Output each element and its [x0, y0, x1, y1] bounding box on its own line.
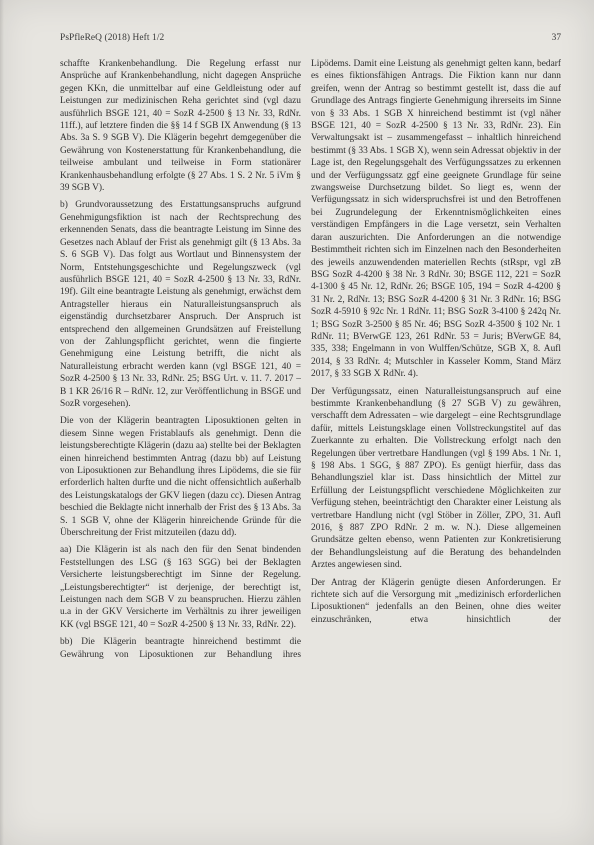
paragraph-bb-sufficiently-specific-application: bb) Die Klägerin beantragte hinreichend bestimmt die Gewährung von Liposuktionen zur Behandlung ihres — [60, 637, 301, 660]
paragraph-aa-entitled-person: aa) Die Klägerin ist als nach den für den Senat bindenden Feststellungen des LSG (§ 163 SGG) bei der Beklagten Versicherte leistungsberechtigt im Sinne der Regelung. „Leistungsberechtigter“ ist derjenige, der berechtigt ist, Leistungen nach dem SGB V zu beanspruchen. Hierzu zählen u.a in der GKV Versicherte im Verhältnis zu ihrer jeweiligen KK (vgl BSGE 121, 40 = SozR 4-2500 § 13 Nr. 33, RdNr. 22). — [60, 545, 301, 630]
paragraph-scope-of-regulation: schaffte Krankenbehandlung. Die Regelung erfasst nur Ansprüche auf Krankenbehandlung, nicht dagegen Ansprüche gegen KKn, die unmittelbar auf eine Geldleistung oder auf Leistungen zur medizinischen Reha gerichtet sind (vgl dazu ausführlich BSGE 121, 40 = SozR 4-2500 § 13 Nr. 33, RdNr. 11ff.), auf letztere finden die §§ 14 f SGB IX Anwendung (§ 13 Abs. 3a S. 9 SGB V). Die Klägerin begehrt demgegenüber die Gewährung von Kostenerstattung für Krankenbehandlung, die teilweise ambulant und teilweise in Form stationärer Krankenhausbehandlung erfolgte (§ 27 Abs. 1 S. 2 Nr. 5 iVm § 39 SGB V). — [60, 59, 301, 194]
scan-edge-shadow — [0, 0, 4, 845]
paragraph-plaintiff-application: Der Antrag der Klägerin genügte diesen Anforderungen. Er richtete sich auf die Versorgung mit „medizinisch erforderlichen Liposuktionen“ jedenfalls an den Beinen, ohne dies weiter einzuschränken, etwa hinsichtlich der — [311, 577, 561, 625]
paragraph-fictitious-approval-application: Lipödems. Damit eine Leistung als genehmigt gelten kann, bedarf es eines fiktionsfähigen Antrags. Die Fiktion kann nur dann greifen, wenn der Antrag so bestimmt gestellt ist, dass die auf Grundlage des Antrags fingierte Genehmigung ihrerseits im Sinne von § 33 Abs. 1 SGB X hinreichend bestimmt ist (vgl näher BSGE 121, 40 = SozR 4-2500 § 13 Nr. 33, RdNr. 23). Ein Verwaltungsakt ist – zusammengefasst – inhaltlich hinreichend bestimmt (§ 33 Abs. 1 SGB X), wenn sein Adressat objektiv in der Lage ist, den Regelungsgehalt des Verfügungssatzes zu erkennen und der Verfügungssatz ggf eine geeignete Grundlage für seine zwangsweise Durchsetzung bildet. So liegt es, wenn der Verfügungssatz in sich widerspruchsfrei ist und den Betroffenen bei Zugrundelegung der Erkenntnismöglichkeiten eines verständigen Empfängers in die Lage versetzt, sein Verhalten daran auszurichten. Die Anforderungen an die notwendige Bestimmtheit richten sich im Einzelnen nach den Besonderheiten des jeweils anzuwendenden materiellen Rechts (stRspr, vgl zB BSG SozR 4-4200 § 38 Nr. 3 RdNr. 30; BSGE 112, 221 = SozR 4-1300 § 45 Nr. 12, RdNr. 26; BSGE 105, 194 = SozR 4-4200 § 31 Nr. 2, RdNr. 13; BSG SozR 4-4200 § 31 Nr. 3 RdNr. 16; BSG SozR 4-5910 § 92c Nr. 1 RdNr. 11; BSG SozR 3-4100 § 242q Nr. 1; BSG SozR 3-2500 § 85 Nr. 46; BSG SozR 4-3500 § 102 Nr. 1 RdNr. 11; BVerwGE 123, 261 RdNr. 53 = Juris; BVerwGE 84, 335, 338; Engelmann in von Wulffen/Schütze, SGB X, 8. Aufl 2014, § 33 RdNr. 4; Mutschler in Kasseler Komm, Stand März 2017, § 33 SGB X RdNr. 4). — [311, 59, 561, 380]
paragraph-b-basic-requirement: b) Grundvoraussetzung des Erstattungsanspruchs aufgrund Genehmigungsfiktion ist nach der Rechtsprechung des erkennenden Senats, dass die beantragte Leistung im Sinne des Gesetzes nach Ablauf der Frist als genehmigt gilt (§ 13 Abs. 3a S. 6 SGB V). Das folgt aus Wortlaut und Binnensystem der Norm, Entstehungsgeschichte und Regelungszweck (vgl ausführlich BSGE 121, 40 = SozR 4-2500 § 13 Nr. 33, RdNr. 19f). Gilt eine beantragte Leistung als genehmigt, erwächst dem Antragsteller hieraus ein Naturalleistungsanspruch als eigenständig durchsetzbarer Anspruch. Der Anspruch ist entsprechend den allgemeinen Grundsätzen auf Freistellung von der Zahlungspflicht gerichtet, wenn die fingierte Genehmigung eine Leistung betrifft, die nicht als Naturalleistung erbracht werden kann (vgl BSGE 121, 40 = SozR 4-2500 § 13 Nr. 33, RdNr. 25; BSG Urt. v. 11. 7. 2017 – B 1 KR 26/16 R – RdNr. 12, zur Veröffentlichung in BSGE und SozR vorgesehen). — [60, 200, 301, 409]
paragraph-liposuction-deemed-approved: Die von der Klägerin beantragten Liposuktionen gelten in diesem Sinne wegen Fristablaufs als genehmigt. Denn die leistungsberechtigte Klägerin (dazu aa) stellte bei der Beklagten einen hinreichend bestimmten Antrag (dazu bb) auf Leistung von Liposuktionen zur Behandlung ihres Lipödems, die sie für erforderlich halten durfte und die nicht offensichtlich außerhalb des Leistungskatalogs der GKV liegen (dazu cc). Diesen Antrag beschied die Beklagte nicht innerhalb der Frist des § 13 Abs. 3a S. 1 SGB V, ohne der Klägerin hinreichende Gründe für die Überschreitung der Frist mitzuteilen (dazu dd). — [60, 416, 301, 539]
running-head: PsPfleReQ (2018) Heft 1/2 — [60, 33, 165, 43]
page-number: 37 — [551, 33, 561, 43]
paragraph-enforcement-order: Der Verfügungssatz, einen Naturalleistungsanspruch auf eine bestimmte Krankenbehandlung (§ 27 SGB V) zu gewähren, verschafft dem Adressaten – wie dargelegt – eine Rechtsgrundlage dafür, mittels Leistungsklage einen Vollstreckungstitel auf das Zuerkannte zu erhalten. Die Vollstreckung erfolgt nach den Regelungen über vertretbare Handlungen (vgl § 199 Abs. 1 Nr. 1, § 198 Abs. 1 SGG, § 887 ZPO). Es genügt hierfür, dass das Behandlungsziel klar ist. Dass hinsichtlich der Mittel zur Erfüllung der Leistungspflicht verschiedene Möglichkeiten zur Verfügung stehen, beeinträchtigt den Charakter einer Leistung als vertretbare Handlung nicht (vgl Stöber in Zöller, ZPO, 31. Aufl 2016, § 887 ZPO RdNr. 2 m. w. N.). Diese allgemeinen Grundsätze gelten ebenso, wenn Patienten zur Konkretisierung der Behandlungsleistung auf die Beratung des behandelnden Arztes angewiesen sind. — [311, 386, 561, 571]
left-column — [60, 58, 301, 661]
right-column — [311, 58, 561, 626]
